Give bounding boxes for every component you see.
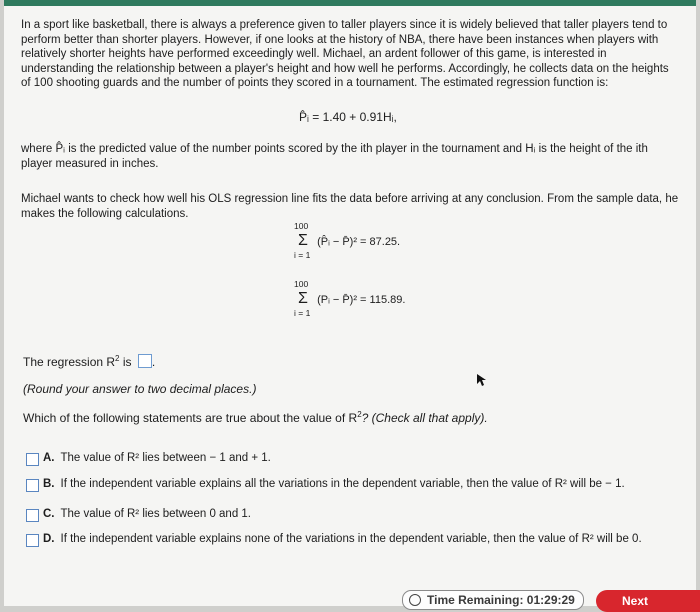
option-c[interactable] [26,508,251,522]
sum-expression: (P̂ᵢ − P̄)² = 87.25. [317,236,401,248]
r2-prompt: The regression $R^2$ is . [23,354,156,369]
option-a[interactable] [26,452,271,466]
sum-lower-limit: i = 1 [294,250,311,260]
sum-upper-limit: 100 [294,279,309,289]
r2-answer-input[interactable] [138,354,152,368]
option-text: If the independent variable explains none of the variations in the dependent variable, then the value of R² will be 0. [60,533,642,545]
checkbox[interactable] [26,479,39,492]
sum-total [292,279,406,318]
question-page [4,0,696,606]
checkbox[interactable] [26,534,39,547]
statements-question [23,410,488,425]
sigma-symbol: 100 Σ i = 1 [294,279,311,318]
question-text: Which of the following statements are true about the value of R [23,411,358,425]
sum-upper-limit: 100 [294,221,309,231]
checkbox[interactable] [26,509,39,522]
r2-label: The regression R [23,355,116,369]
sigma-symbol: 100 Σ i = 1 [294,221,311,260]
sum-expression: (Pᵢ − P̄)² = 115.89. [317,294,406,306]
header-stripe [4,0,696,6]
option-text: The value of R² lies between − 1 and + 1. [60,452,271,464]
time-remaining-text: Time Remaining: 01:29:29 [427,593,575,607]
r2-superscript: 2 [115,354,120,363]
option-letter: C. [43,508,55,520]
option-d[interactable] [26,533,642,547]
option-letter: A. [43,452,55,464]
option-b[interactable] [26,478,625,492]
question-suffix: ? (Check all that apply). [361,411,488,425]
sum-lower-limit: i = 1 [294,308,311,318]
where-text: where P̂ᵢ is the predicted value of the number points scored by the ith player in the tournament and Hᵢ is the height of the ith player measured in inches. [21,143,648,170]
time-remaining [402,590,584,610]
option-letter: D. [43,533,55,545]
question-superscript: 2 [357,410,362,419]
problem-intro: In a sport like basketball, there is always a preference given to taller players since it is widely believed that taller players tend to perform better than shorter players. However, if one looks at the history of NBA, there have been instances when players with relatively shorter heights have performed exceedingly well. Michael, an ardent follower of this game, is interested in understanding the relationship between a player's height and how well he performs. Accordingly, he collects data on the heights of 100 shooting guards and the number of points they scored in a tournament. The estimated regression function is: [21,19,669,89]
sum-explained [292,221,401,260]
check-text: Michael wants to check how well his OLS regression line fits the data before arriving at any conclusion. From the sample data, he makes the following calculations. [21,193,679,220]
next-button[interactable]: Next [596,590,700,612]
regression-equation: P̂ᵢ = 1.40 + 0.91Hᵢ, [299,110,397,124]
round-hint: (Round your answer to two decimal places.) [23,382,257,396]
mouse-cursor-icon [477,374,487,386]
option-letter: B. [43,478,55,490]
clock-icon [409,594,421,606]
option-text: If the independent variable explains all the variations in the dependent variable, then the value of R² will be − 1. [60,478,625,490]
checkbox[interactable] [26,453,39,466]
option-text: The value of R² lies between 0 and 1. [60,508,252,520]
r2-label-suffix: is [119,355,132,369]
